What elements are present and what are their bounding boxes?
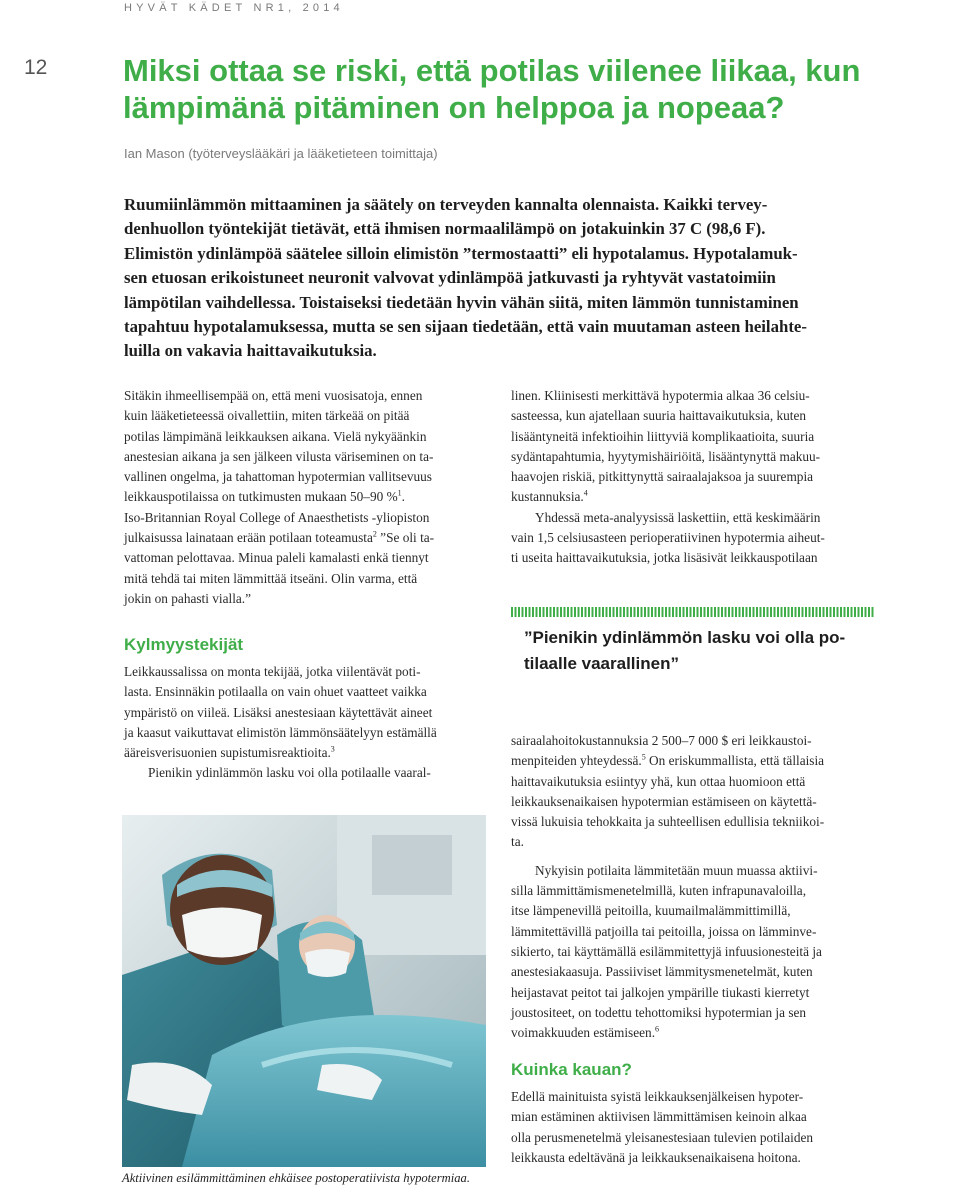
- body-line: leikkauksenaikaisen hypotermian estämiseen on käytettä-: [511, 793, 817, 809]
- footnote-ref: 4: [583, 489, 588, 499]
- body-paragraph: [124, 386, 496, 508]
- body-line: kuin lääketieteessä oivallettiin, miten tärkeää on pitää: [124, 408, 410, 424]
- article-lead: [124, 193, 846, 364]
- body-line: sasteessa, kun ajatellaan suuria haittavaikutuksia, kuten: [511, 408, 807, 424]
- body-line: jokin on pahasti vialla.”: [124, 590, 252, 606]
- body-line: ta.: [511, 834, 524, 850]
- body-paragraph: [124, 763, 496, 783]
- body-line: Iso-Britannian Royal College of Anaesthetists -yliopiston: [124, 509, 430, 525]
- lead-line: luilla on vakavia haittavaikutuksia.: [124, 341, 377, 361]
- body-paragraph: [511, 386, 887, 508]
- body-paragraph: [124, 508, 496, 609]
- body-line: ympäristö on viileä. Lisäksi anestesiaan käytettävät aineet: [124, 704, 433, 720]
- pullquote-rule: [511, 607, 875, 617]
- footnote-ref: 3: [330, 744, 335, 754]
- body-line: Leikkaussalissa on monta tekijää, jotka viilentävät poti-: [124, 664, 421, 679]
- body-line: lämmitettävillä patjoilla tai peitoilla, joissa on lämminve-: [511, 923, 817, 939]
- pullquote: [524, 625, 869, 677]
- pullquote-line: ”Pienikin ydinlämmön lasku voi olla po-: [524, 628, 846, 647]
- title-line: Miksi ottaa se riski, että potilas viilenee liikaa, kun: [123, 53, 861, 88]
- body-line: vallinen ongelma, ja tahattoman hypotermian vallitsevuus: [124, 469, 432, 485]
- footnote-ref: 5: [641, 752, 646, 762]
- body-line: vain 1,5 celsiusasteen perioperatiivinen hypotermia aiheut-: [511, 530, 825, 546]
- lead-line: Elimistön ydinlämpöä säätelee silloin elimistön ”termostaatti” eli hypotalamus. Hypotalamuk-: [124, 243, 798, 263]
- body-line: anestesiakaasuja. Passiiviset lämmitysmenetelmät, kuten: [511, 964, 813, 980]
- body-line: voimakkuuden estämiseen.: [511, 1025, 656, 1041]
- body-line: sydäntapahtumia, hyytymishäiriöitä, lisääntynyttä makuu-: [511, 448, 821, 464]
- body-line: lisääntyneitä infektioihin liittyviä komplikaatioita, suuria: [511, 428, 815, 444]
- left-column-top: [124, 386, 496, 609]
- body-line: vissä lukuisia tehokkaita ja suhteellisen edullisia tekniikoi-: [511, 814, 825, 830]
- body-line: leikkauspotilaissa on tutkimusten mukaan 50–90 %: [124, 489, 398, 505]
- body-line: anestesian aikana ja sen jälkeen vilusta väriseminen on ta-: [124, 448, 434, 464]
- body-line: ääreisverisuonien supistumisreaktioita.: [124, 745, 331, 761]
- body-line: lasta. Ensinnäkin potilaalla on vain ohuet vaatteet vaikka: [124, 684, 427, 700]
- surgery-photo: [122, 815, 486, 1167]
- body-line: menpiteiden yhteydessä.: [511, 753, 642, 769]
- body-line: Nykyisin potilaita lämmitetään muun muassa aktiivi-: [535, 862, 818, 878]
- body-line: leikkausta edeltävänä ja leikkauksenaikaisena hoitona.: [511, 1149, 801, 1165]
- lead-line: Ruumiinlämmön mittaaminen ja säätely on terveyden kannalta olennaista. Kaikki tervey-: [124, 195, 768, 214]
- lead-line: sen etuosan erikoistuneet neuronit valvovat ydinlämpöä jatkuvasti ja ryhtyvät vastatoimiin: [124, 268, 776, 288]
- title-line: lämpimänä pitäminen on helppoa ja nopeaa?: [123, 90, 785, 125]
- article-author: Ian Mason (työterveyslääkäri ja lääketieteen toimittaja): [124, 146, 438, 161]
- body-line: kustannuksia.: [511, 489, 584, 505]
- body-line: ja kaasut vaikuttavat elimistön lämmönsäätelyyn estämällä: [124, 724, 437, 740]
- body-line: heijastavat peitot tai jalkojen ympärille tiukasti kierretyt: [511, 984, 810, 1000]
- body-line: sikierto, tai käyttämällä esilämmitettyjä infuusionesteitä ja: [511, 943, 822, 959]
- footnote-ref: 1: [397, 489, 402, 499]
- body-line: ”Se oli ta-: [376, 530, 435, 546]
- lead-line: denhuollon työntekijät tietävät, että ihmisen normaalilämpö on jotakuinkin 37 C (98,6 F).: [124, 219, 766, 239]
- figure-caption: Aktiivinen esilämmittäminen ehkäisee postoperatiivista hypotermiaa.: [122, 1171, 471, 1185]
- surgery-photo-illustration: [122, 815, 486, 1167]
- body-line: joustositeet, on todettu tehottomiksi hypotermian ja sen: [511, 1004, 807, 1020]
- section-heading-cold-factors: Kylmyystekijät: [124, 635, 244, 654]
- body-paragraph: [511, 861, 887, 1044]
- body-line: haittavaikutuksia esiintyy yhä, kun ottaa huomioon että: [511, 773, 806, 789]
- body-line: Edellä mainituista syistä leikkauksenjälkeisen hypoter-: [511, 1089, 804, 1104]
- body-line: julkaisussa lainataan erään potilaan toteamusta: [124, 530, 373, 546]
- footnote-ref: 6: [655, 1024, 660, 1034]
- right-column-bottom: [511, 1087, 887, 1168]
- pullquote-line: tilaalle vaarallinen”: [524, 654, 679, 673]
- body-paragraph: [511, 508, 887, 569]
- right-column-middle: [511, 731, 887, 1043]
- body-line: itse lämpenevillä peitoilla, kuumailmalämmittimillä,: [511, 903, 791, 919]
- lead-line: tapahtuu hypotalamuksessa, mutta se sen sijaan tiedetään, että vain muutaman asteen heilahte-: [124, 317, 807, 337]
- page-number: 12: [24, 56, 48, 79]
- lead-line: lämpötilan vaihdellessa. Toistaiseksi tiedetään hyvin vähän siitä, miten lämmön tunnistaminen: [124, 292, 799, 312]
- body-line: .: [401, 489, 405, 505]
- body-line: Sitäkin ihmeellisempää on, että meni vuosisatoja, ennen: [124, 388, 423, 403]
- running-header: HYVÄT KÄDET NR1, 2014: [124, 2, 344, 14]
- body-line: vattoman pelottavaa. Minua paleli kamalasti enkä tiennyt: [124, 550, 429, 566]
- right-column-top: [511, 386, 887, 569]
- body-line: haavojen riskiä, pitkittynyttä sairaalajaksoa ja suurempia: [511, 469, 814, 485]
- body-line: On eriskummallista, että tällaisia: [645, 753, 825, 769]
- body-line: Yhdessä meta-analyysissä laskettiin, että keskimäärin: [535, 509, 821, 525]
- body-line: sairaalahoitokustannuksia 2 500–7 000 $ eri leikkaustoi-: [511, 733, 812, 748]
- body-line: olla perusmenetelmä yleisanestesiaan tulevien potilaiden: [511, 1129, 814, 1145]
- body-line: potilas lämpimänä leikkauksen aikana. Vielä nykyäänkin: [124, 428, 427, 444]
- body-paragraph: [124, 662, 496, 763]
- body-paragraph: [511, 731, 887, 853]
- body-line: silla lämmittämismenetelmillä, kuten infrapunavaloilla,: [511, 883, 807, 899]
- body-line: ti useita haittavaikutuksia, jotka lisäsivät leikkauspotilaan: [511, 550, 818, 566]
- article-title: [123, 52, 923, 126]
- body-line: Pienikin ydinlämmön lasku voi olla potilaalle vaaral-: [148, 765, 431, 781]
- footnote-ref: 2: [372, 529, 377, 539]
- body-line: mian estäminen aktiivisen lämmittämisen keinoin alkaa: [511, 1109, 807, 1125]
- left-column-bottom: [124, 662, 496, 784]
- body-line: mitä tehdä tai miten lämmittää itseäni. Olin varma, että: [124, 570, 418, 586]
- body-paragraph: [511, 1087, 887, 1168]
- body-line: linen. Kliinisesti merkittävä hypotermia alkaa 36 celsiu-: [511, 388, 810, 403]
- section-heading-how-long: Kuinka kauan?: [511, 1060, 632, 1079]
